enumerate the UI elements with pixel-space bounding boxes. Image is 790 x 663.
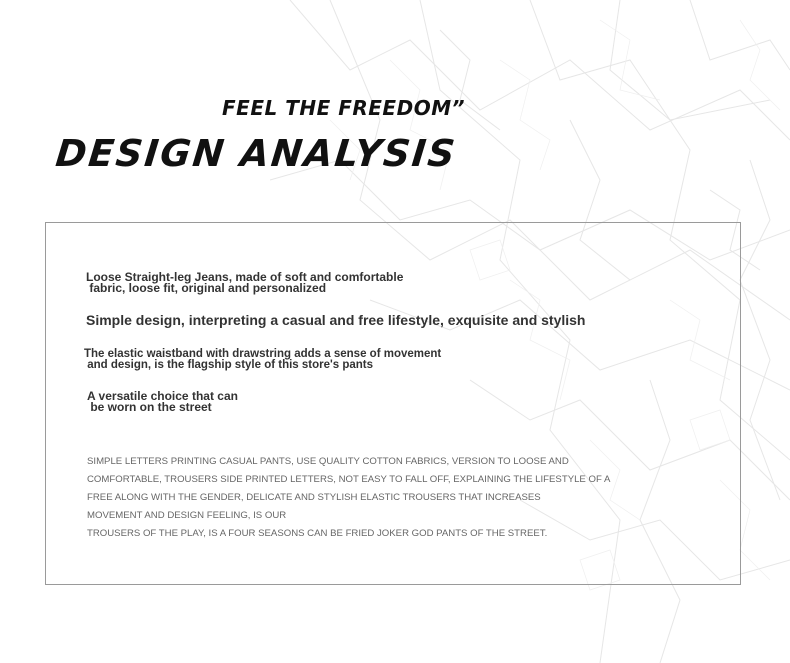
description-line: SIMPLE LETTERS PRINTING CASUAL PANTS, USE QUALITY COTTON FABRICS, VERSION TO LOOSE AND xyxy=(87,456,569,467)
feature-versatile: A versatile choice that can be worn on the street xyxy=(87,389,238,414)
page-title: DESIGN ANALYSIS xyxy=(53,132,459,175)
description-line: TROUSERS OF THE PLAY, IS A FOUR SEASONS CAN BE FRIED JOKER GOD PANTS OF THE STREET. xyxy=(87,528,548,539)
tagline: FEEL THE FREEDOM” xyxy=(222,96,465,120)
feature-design: Simple design, interpreting a casual and free lifestyle, exquisite and stylish xyxy=(86,312,586,328)
description-line: FREE ALONG WITH THE GENDER, DELICATE AND STYLISH ELASTIC TROUSERS THAT INCREASES xyxy=(87,492,541,503)
feature-fabric: Loose Straight-leg Jeans, made of soft and comfortable fabric, loose fit, original and personalized xyxy=(86,270,404,295)
description-paragraph xyxy=(87,453,610,543)
description-line: COMFORTABLE, TROUSERS SIDE PRINTED LETTERS, NOT EASY TO FALL OFF, EXPLAINING THE LIFESTYLE OF A xyxy=(87,474,611,485)
feature-waistband: The elastic waistband with drawstring adds a sense of movement and design, is the flagship style of this store's pants xyxy=(84,348,442,371)
description-line: MOVEMENT AND DESIGN FEELING, IS OUR xyxy=(87,510,287,521)
